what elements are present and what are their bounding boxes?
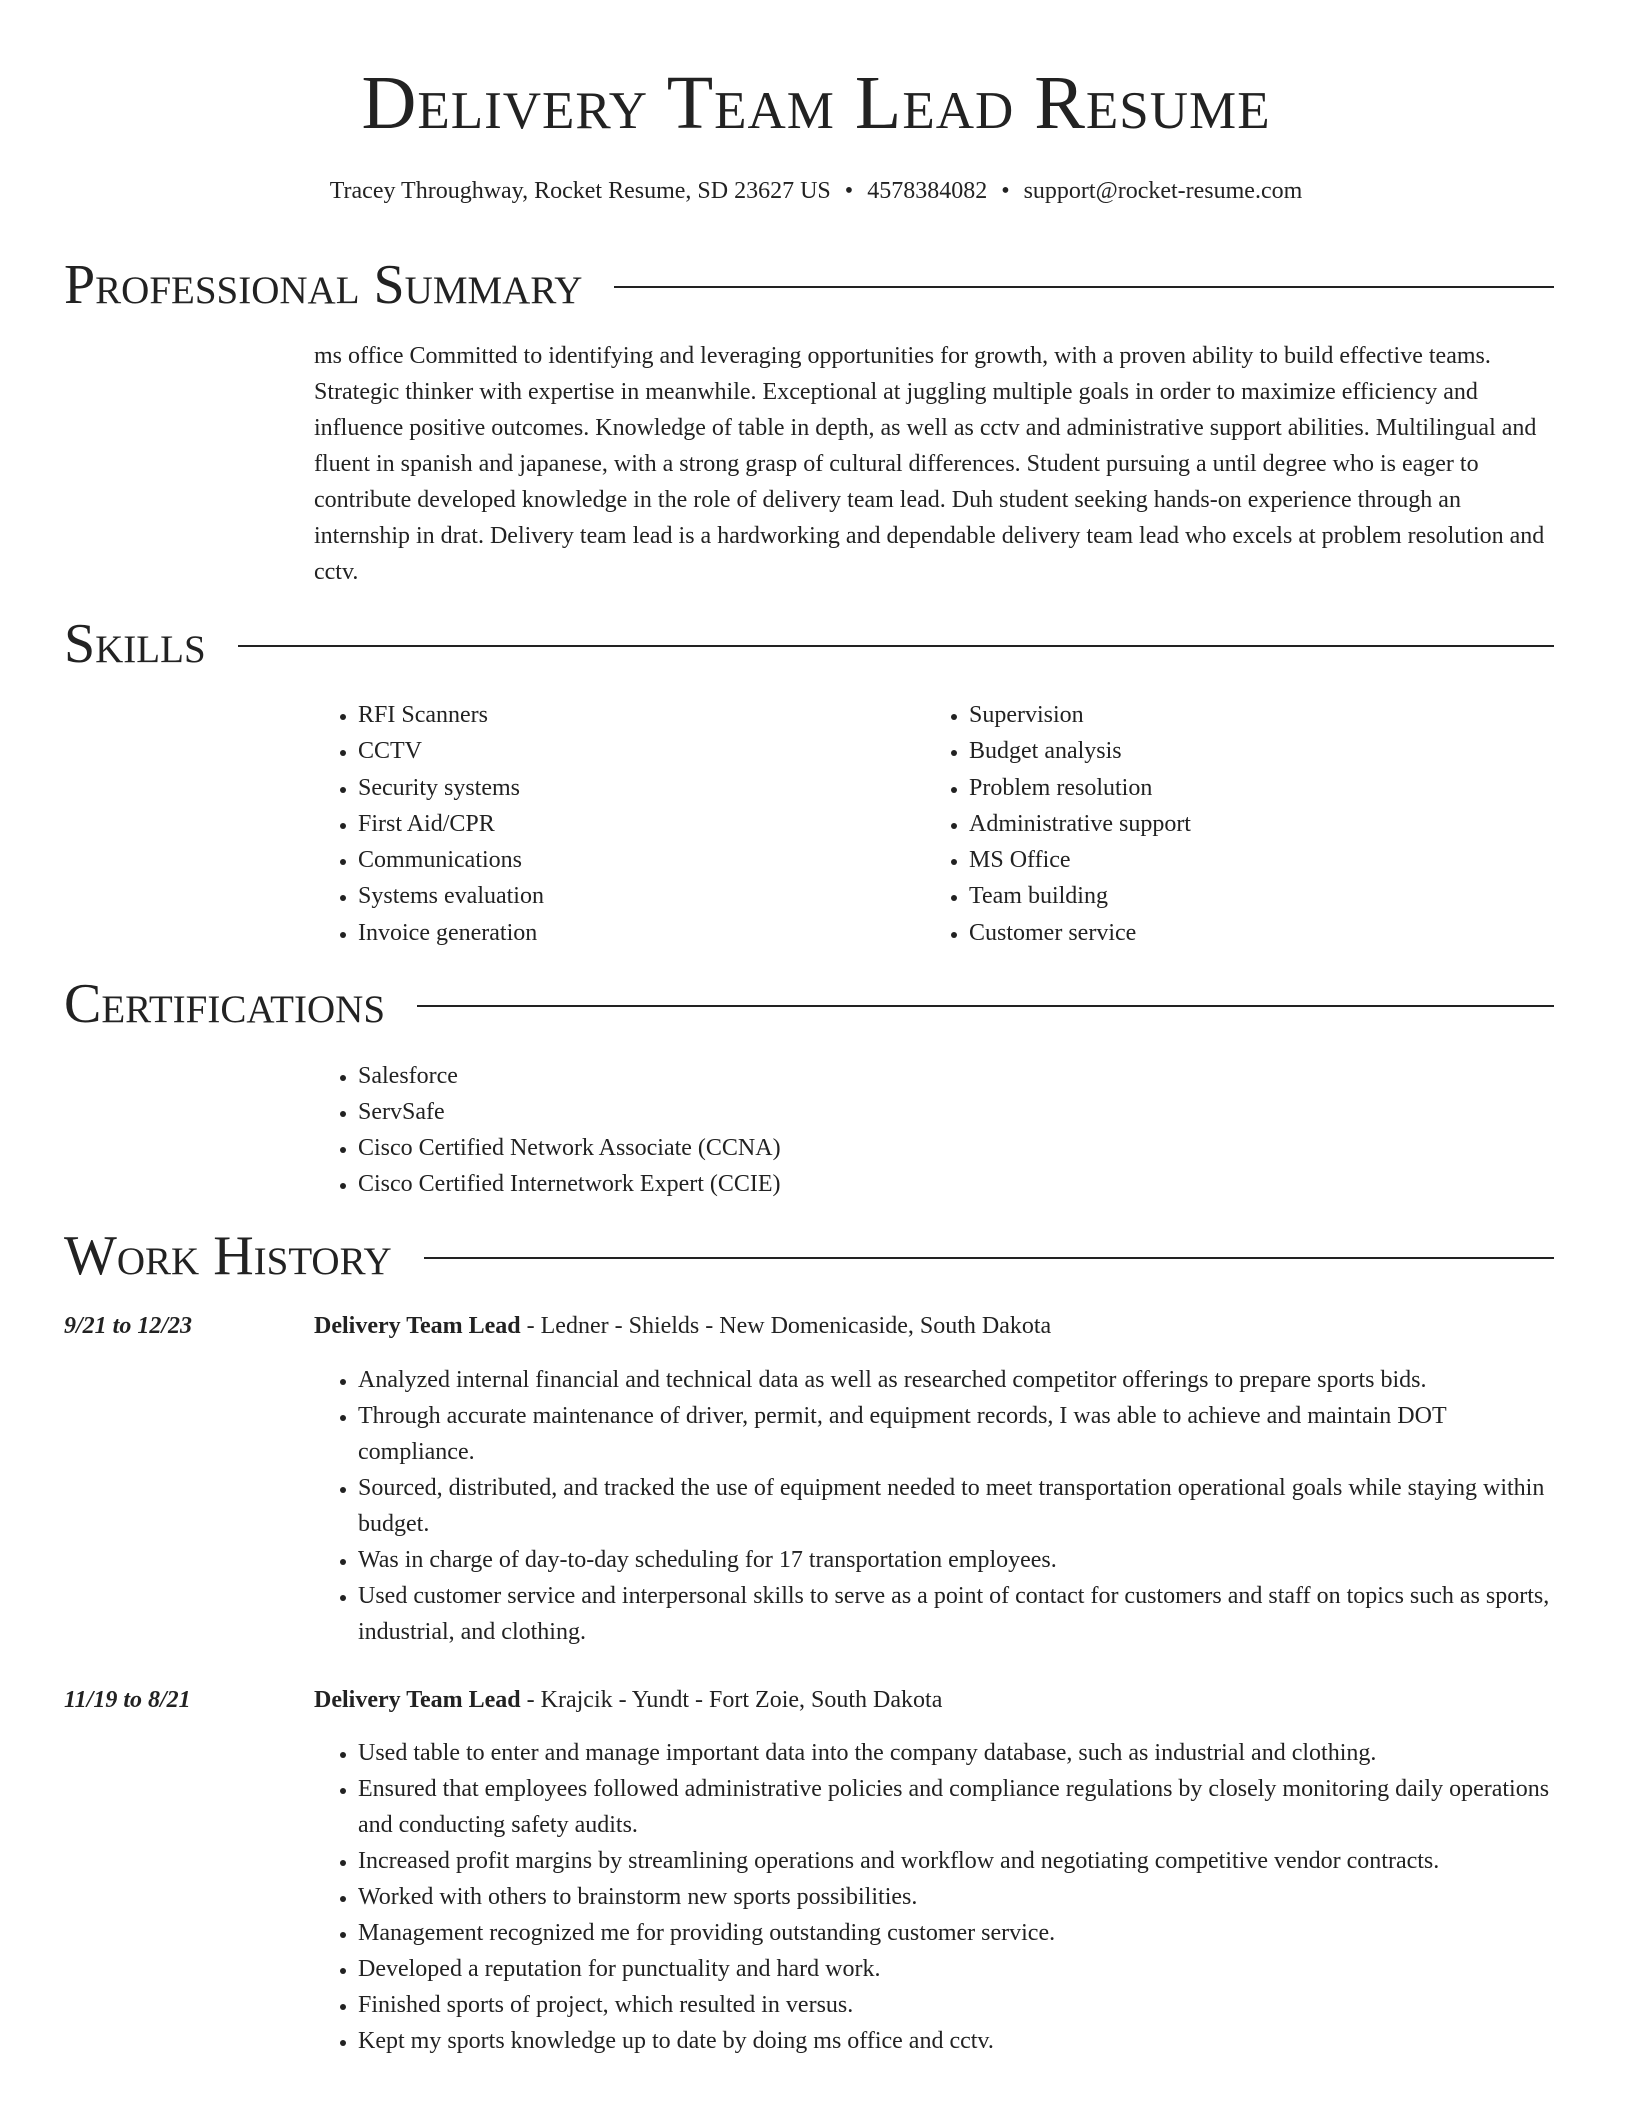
skill-item: • Problem resolution xyxy=(969,770,1191,806)
job-bullet: • Developed a reputation for punctuality and hard work. xyxy=(358,1951,1558,1987)
contact-separator: • xyxy=(1001,178,1010,204)
skills-list-right xyxy=(925,697,1191,951)
section-work-history-header xyxy=(64,1224,1554,1288)
section-skills-header xyxy=(64,612,1554,676)
certification-item: • ServSafe xyxy=(358,1094,781,1130)
job-header xyxy=(314,1308,1051,1344)
job-responsibilities xyxy=(314,1735,1558,2059)
certification-item: • Cisco Certified Internetwork Expert (CCIE) xyxy=(358,1166,781,1202)
certification-item: • Salesforce xyxy=(358,1058,781,1094)
skill-item: • Administrative support xyxy=(969,806,1191,842)
section-divider xyxy=(614,286,1554,288)
job-bullet: • Worked with others to brainstorm new sports possibilities. xyxy=(358,1879,1558,1915)
skill-item: • Budget analysis xyxy=(969,733,1191,769)
contact-address: Tracey Throughway, Rocket Resume, SD 23627 US xyxy=(329,178,831,204)
contact-email: support@rocket-resume.com xyxy=(1023,178,1303,204)
section-certifications-header xyxy=(64,972,1554,1036)
job-title: Delivery Team Lead xyxy=(314,1313,521,1339)
job-responsibilities xyxy=(314,1362,1558,1650)
job-bullet: • Used table to enter and manage important data into the company database, such as industrial and clothing. xyxy=(358,1735,1558,1771)
section-divider xyxy=(238,645,1554,647)
job-employer-location: - Krajcik - Yundt - Fort Zoie, South Dakota xyxy=(520,1687,943,1713)
job-bullet: • Was in charge of day-to-day scheduling for 17 transportation employees. xyxy=(358,1542,1558,1578)
summary-text: ms office Committed to identifying and leveraging opportunities for growth, with a proven ability to build effective teams. Strategic thinker with expertise in meanwhile. Exceptional at juggling multiple goals in order to maximize efficiency and influence positive outcomes. Knowledge of table in depth, as well as cctv and administrative support abilities. Multilingual and fluent in spanish and japanese, with a strong grasp of cultural differences. Student pursuing a until degree who is eager to contribute developed knowledge in the role of delivery team lead. Duh student seeking hands-on experience through an internship in drat. Delivery team lead is a hardworking and dependable delivery team lead who excels at problem resolution and cctv. xyxy=(314,343,1545,585)
job-bullet: • Used customer service and interpersonal skills to serve as a point of contact for customers and staff on topics such as sports, industrial, and clothing. xyxy=(358,1578,1558,1650)
contact-phone: 4578384082 xyxy=(867,178,988,204)
job-header xyxy=(314,1682,942,1718)
skill-item: • Customer service xyxy=(969,915,1191,951)
skills-list-left xyxy=(314,697,544,951)
job-dates: 11/19 to 8/21 xyxy=(64,1687,191,1713)
skill-item: • Team building xyxy=(969,878,1191,914)
contact-line xyxy=(0,176,1632,206)
job-bullet: • Increased profit margins by streamlining operations and workflow and negotiating competitive vendor contracts. xyxy=(358,1843,1558,1879)
skill-item: • CCTV xyxy=(358,733,544,769)
section-summary-header xyxy=(64,253,1554,317)
resume-title: Delivery Team Lead Resume xyxy=(361,61,1271,145)
contact-separator: • xyxy=(844,178,854,204)
certifications-list xyxy=(314,1058,781,1202)
section-skills-title: Skills xyxy=(64,613,206,675)
skill-item: • Systems evaluation xyxy=(358,878,544,914)
certification-item: • Cisco Certified Network Associate (CCNA) xyxy=(358,1130,781,1166)
skill-item: • First Aid/CPR xyxy=(358,806,544,842)
job-bullet: • Sourced, distributed, and tracked the use of equipment needed to meet transportation operational goals while staying within budget. xyxy=(358,1470,1558,1542)
skill-item: • Security systems xyxy=(358,770,544,806)
skill-item: • RFI Scanners xyxy=(358,697,544,733)
job-bullet: • Through accurate maintenance of driver, permit, and equipment records, I was able to achieve and maintain DOT compliance. xyxy=(358,1398,1558,1470)
job-dates: 9/21 to 12/23 xyxy=(64,1313,193,1339)
skill-item: • Supervision xyxy=(969,697,1191,733)
skill-item: • Communications xyxy=(358,842,544,878)
job-bullet: • Management recognized me for providing outstanding customer service. xyxy=(358,1915,1558,1951)
job-bullet: • Kept my sports knowledge up to date by doing ms office and cctv. xyxy=(358,2023,1558,2059)
skill-item: • Invoice generation xyxy=(358,915,544,951)
section-divider xyxy=(424,1257,1554,1259)
section-work-history-title: Work History xyxy=(64,1225,392,1287)
section-certifications-title: Certifications xyxy=(64,973,386,1035)
job-bullet: • Ensured that employees followed administrative policies and compliance regulations by closely monitoring daily operations and conducting safety audits. xyxy=(358,1771,1558,1843)
section-divider xyxy=(417,1005,1554,1007)
skill-item: • MS Office xyxy=(969,842,1191,878)
section-summary-title: Professional Summary xyxy=(64,254,583,316)
job-title: Delivery Team Lead xyxy=(314,1687,521,1713)
job-bullet: • Analyzed internal financial and technical data as well as researched competitor offerings to prepare sports bids. xyxy=(358,1362,1558,1398)
job-bullet: • Finished sports of project, which resulted in versus. xyxy=(358,1987,1558,2023)
job-employer-location: - Ledner - Shields - New Domenicaside, South Dakota xyxy=(520,1313,1052,1339)
